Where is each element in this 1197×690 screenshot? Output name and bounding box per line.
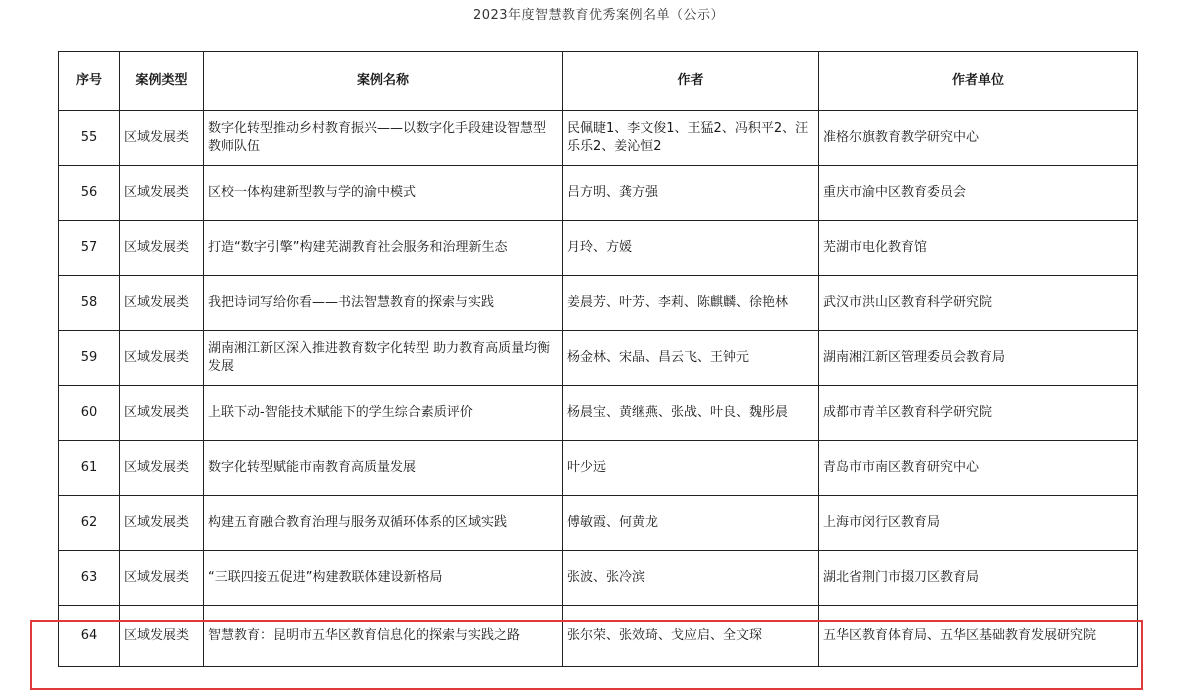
row-name [204,331,563,386]
row-authors-text: 杨金林、宋晶、昌云飞、王钟元 [567,350,750,365]
row-unit-text: 芜湖市电化教育馆 [823,240,928,255]
table-header-row [59,52,1138,111]
row-unit-text: 重庆市渝中区教育委员会 [823,185,967,200]
row-index: 62 [59,496,120,551]
row-type: 区域发展类 [120,496,204,551]
row-name [204,551,563,606]
row-name-text: 数字化转型推动乡村教育振兴——以数字化手段建设智慧型教师队伍 [208,121,547,154]
table-row [59,221,1138,276]
row-unit [819,166,1138,221]
row-name [204,276,563,331]
row-authors-text: 吕方明、龚方强 [567,185,659,200]
row-name-text: 数字化转型赋能市南教育高质量发展 [208,460,417,475]
row-authors [563,276,819,331]
header-authors: 作者 [563,52,819,111]
table-row [59,496,1138,551]
row-unit [819,331,1138,386]
row-name [204,111,563,166]
table-row [59,331,1138,386]
row-type: 区域发展类 [120,221,204,276]
row-type: 区域发展类 [120,166,204,221]
row-name-text: “三联四接五促进”构建教联体建设新格局 [208,570,443,585]
row-index: 59 [59,331,120,386]
row-index: 64 [59,606,120,667]
row-unit [819,606,1138,667]
row-unit-text: 武汉市洪山区教育科学研究院 [823,295,993,310]
row-name [204,166,563,221]
row-index: 56 [59,166,120,221]
row-authors [563,166,819,221]
row-unit-text: 湖南湘江新区管理委员会教育局 [823,350,1006,365]
row-name [204,221,563,276]
header-index: 序号 [59,52,120,111]
row-unit [819,221,1138,276]
row-index: 55 [59,111,120,166]
cases-table [58,51,1138,667]
row-unit-text: 青岛市市南区教育研究中心 [823,460,980,475]
row-unit [819,111,1138,166]
row-authors-text: 杨晨宝、黄继燕、张战、叶良、魏彤晨 [567,405,789,420]
row-type: 区域发展类 [120,551,204,606]
row-unit-text: 成都市青羊区教育科学研究院 [823,405,993,420]
row-name [204,386,563,441]
row-type: 区域发展类 [120,606,204,667]
row-unit [819,276,1138,331]
header-type: 案例类型 [120,52,204,111]
row-authors [563,331,819,386]
row-authors-text: 姜晨芳、叶芳、李莉、陈麒麟、徐艳林 [567,295,789,310]
row-unit-text: 五华区教育体育局、五华区基础教育发展研究院 [823,628,1097,643]
row-name-text: 构建五育融合教育治理与服务双循环体系的区域实践 [208,515,508,530]
row-unit-text: 上海市闵行区教育局 [823,515,941,530]
row-name-text: 湖南湘江新区深入推进教育数字化转型 助力教育高质量均衡发展 [208,341,551,374]
table-row-highlighted [59,606,1138,667]
table-row [59,386,1138,441]
row-name-text: 区校一体构建新型教与学的渝中模式 [208,185,417,200]
row-authors-text: 张波、张冷滨 [567,570,646,585]
row-name-text: 智慧教育：昆明市五华区教育信息化的探索与实践之路 [208,628,521,643]
row-name-text: 打造“数字引擎”构建芜湖教育社会服务和治理新生态 [208,240,508,255]
row-authors [563,551,819,606]
row-type: 区域发展类 [120,441,204,496]
row-unit-text: 准格尔旗教育教学研究中心 [823,130,980,145]
row-name [204,606,563,667]
row-authors-text: 叶少远 [567,460,607,475]
row-authors [563,386,819,441]
row-authors-text: 月玲、方媛 [567,240,633,255]
row-name-text: 上联下动-智能技术赋能下的学生综合素质评价 [208,405,473,420]
row-authors [563,441,819,496]
table-row [59,551,1138,606]
table-row [59,166,1138,221]
table-row [59,276,1138,331]
row-authors [563,111,819,166]
row-type: 区域发展类 [120,386,204,441]
header-name: 案例名称 [204,52,563,111]
row-name-text: 我把诗词写给你看——书法智慧教育的探索与实践 [208,295,495,310]
table-row [59,441,1138,496]
row-unit [819,386,1138,441]
row-authors [563,606,819,667]
row-authors-text: 张尔荣、张效琦、戈应启、全文琛 [567,628,763,643]
row-name [204,441,563,496]
page-title: 2023年度智慧教育优秀案例名单（公示） [472,8,725,23]
row-index: 61 [59,441,120,496]
row-unit [819,496,1138,551]
row-authors [563,221,819,276]
row-index: 57 [59,221,120,276]
row-unit [819,551,1138,606]
table-row [59,111,1138,166]
row-type: 区域发展类 [120,276,204,331]
row-index: 60 [59,386,120,441]
row-index: 58 [59,276,120,331]
row-unit [819,441,1138,496]
row-authors-text: 民佩睫1、李文俊1、王猛2、冯积平2、汪乐乐2、姜沁恒2 [567,121,809,154]
row-type: 区域发展类 [120,331,204,386]
row-authors-text: 傅敏霞、何黄龙 [567,515,659,530]
row-authors [563,496,819,551]
row-index: 63 [59,551,120,606]
row-unit-text: 湖北省荆门市掇刀区教育局 [823,570,980,585]
row-name [204,496,563,551]
row-type: 区域发展类 [120,111,204,166]
header-unit: 作者单位 [819,52,1138,111]
